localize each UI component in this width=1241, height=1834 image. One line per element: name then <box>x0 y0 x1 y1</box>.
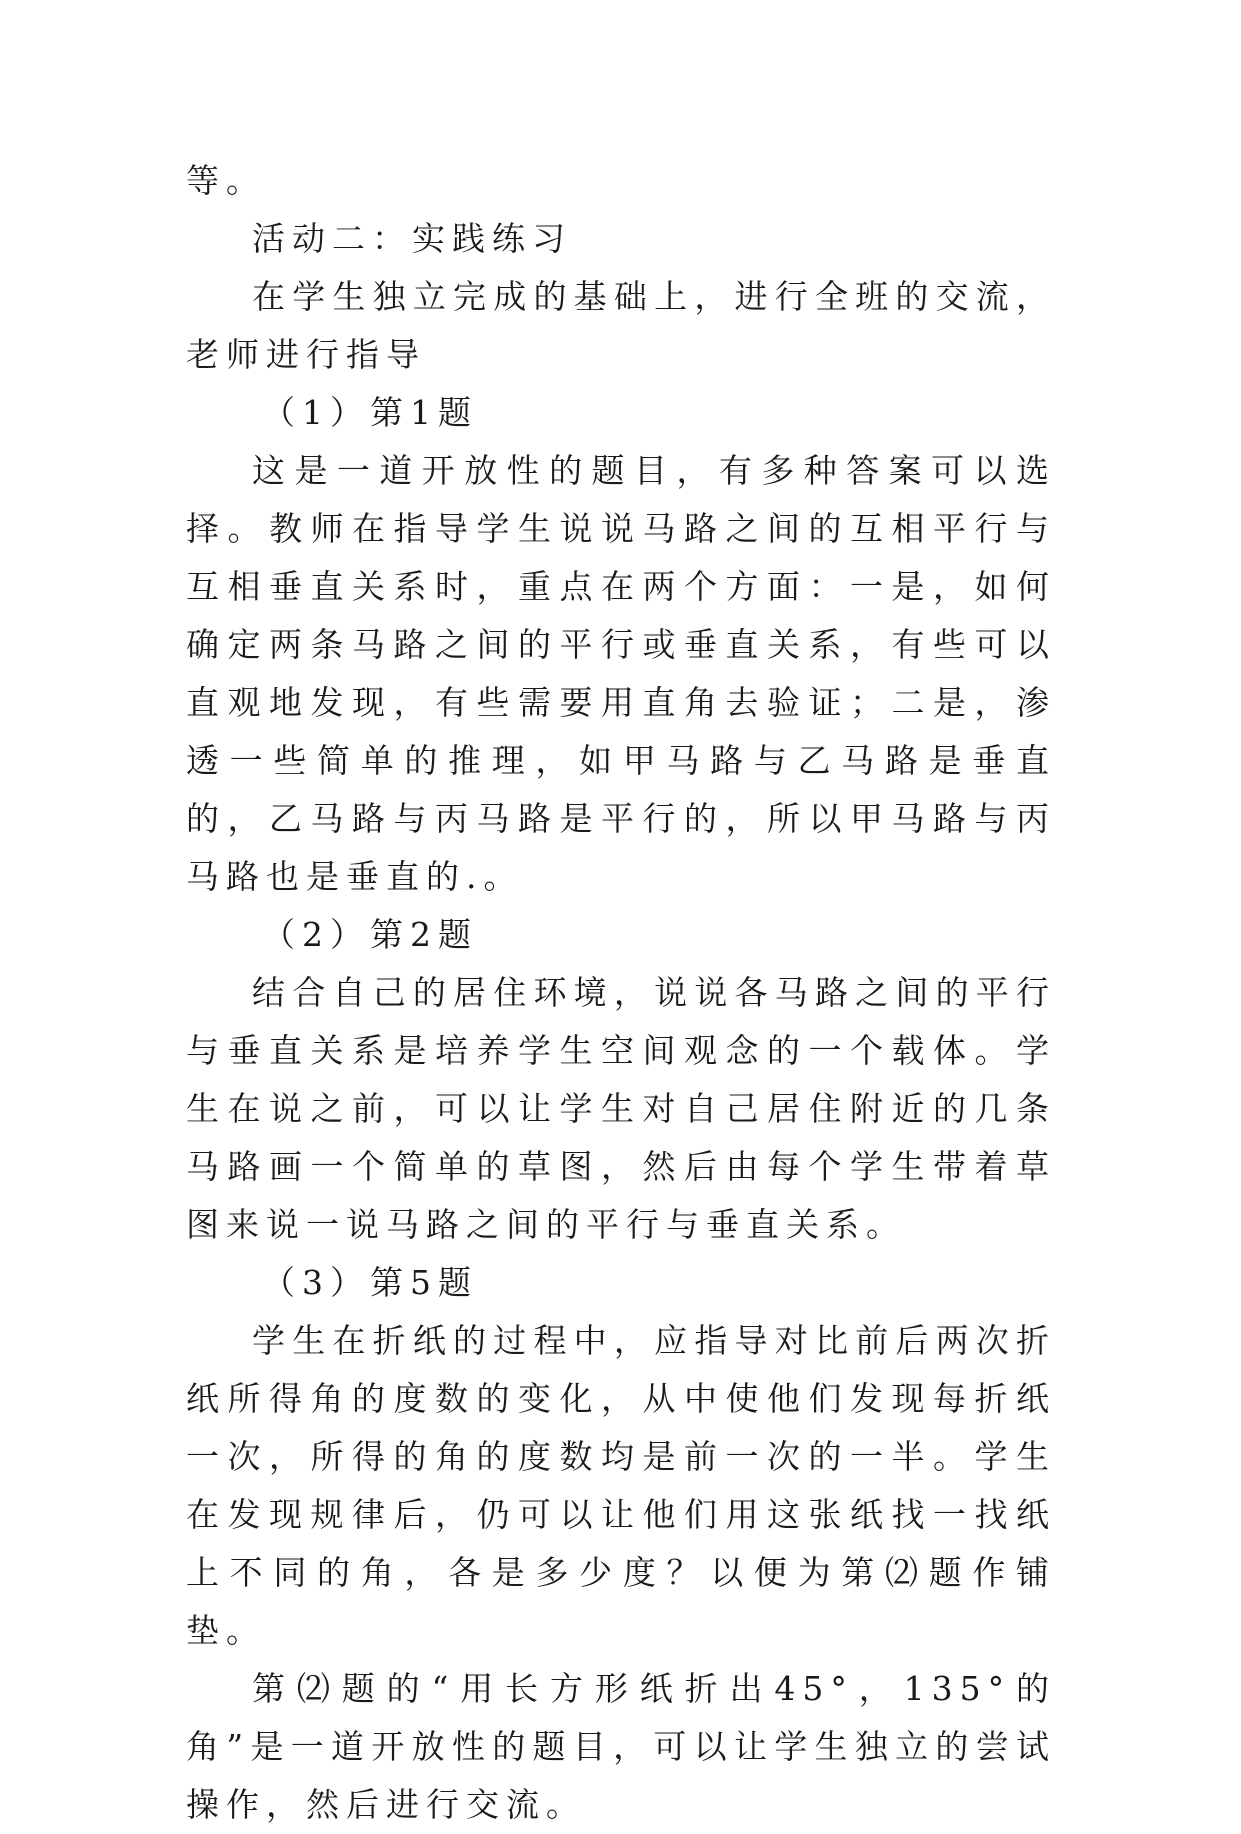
paragraph-question-2: 结合自己的居住环境，说说各马路之间的平行与垂直关系是培养学生空间观念的一个载体。学生在说之前，可以让学生对自己居住附近的几条马路画一个简单的草图，然后由每个学生带着草图来说一说马路之间的平行与垂直关系。 <box>186 973 1056 1244</box>
paragraph-intro: 在学生独立完成的基础上，进行全班的交流，老师进行指导 <box>186 277 1056 374</box>
paragraph-continuation: 等。 <box>186 161 266 200</box>
document-body <box>186 152 1056 1834</box>
question-heading-2: （2）第2题 <box>262 915 478 954</box>
activity-heading: 活动二：实践练习 <box>252 219 572 258</box>
paragraph-question-1: 这是一道开放性的题目，有多种答案可以选择。教师在指导学生说说马路之间的互相平行与互相垂直关系时，重点在两个方面：一是，如何确定两条马路之间的平行或垂直关系，有些可以直观地发现，有些需要用直角去验证；二是，渗透一些简单的推理，如甲马路与乙马路是垂直的，乙马路与丙马路是平行的，所以甲马路与丙马路也是垂直的.。 <box>186 451 1056 896</box>
paragraph-subquestion-2: 第⑵题的“用长方形纸折出45°，135°的角”是一道开放性的题目，可以让学生独立的尝试操作，然后进行交流。 <box>186 1669 1056 1824</box>
paragraph-question-5: 学生在折纸的过程中，应指导对比前后两次折纸所得角的度数的变化，从中使他们发现每折纸一次，所得的角的度数均是前一次的一半。学生在发现规律后，仍可以让他们用这张纸找一找纸上不同的角，各是多少度？以便为第⑵题作铺垫。 <box>186 1321 1056 1650</box>
question-heading-5: （3）第5题 <box>262 1263 478 1302</box>
question-heading-1: （1）第1题 <box>262 393 478 432</box>
